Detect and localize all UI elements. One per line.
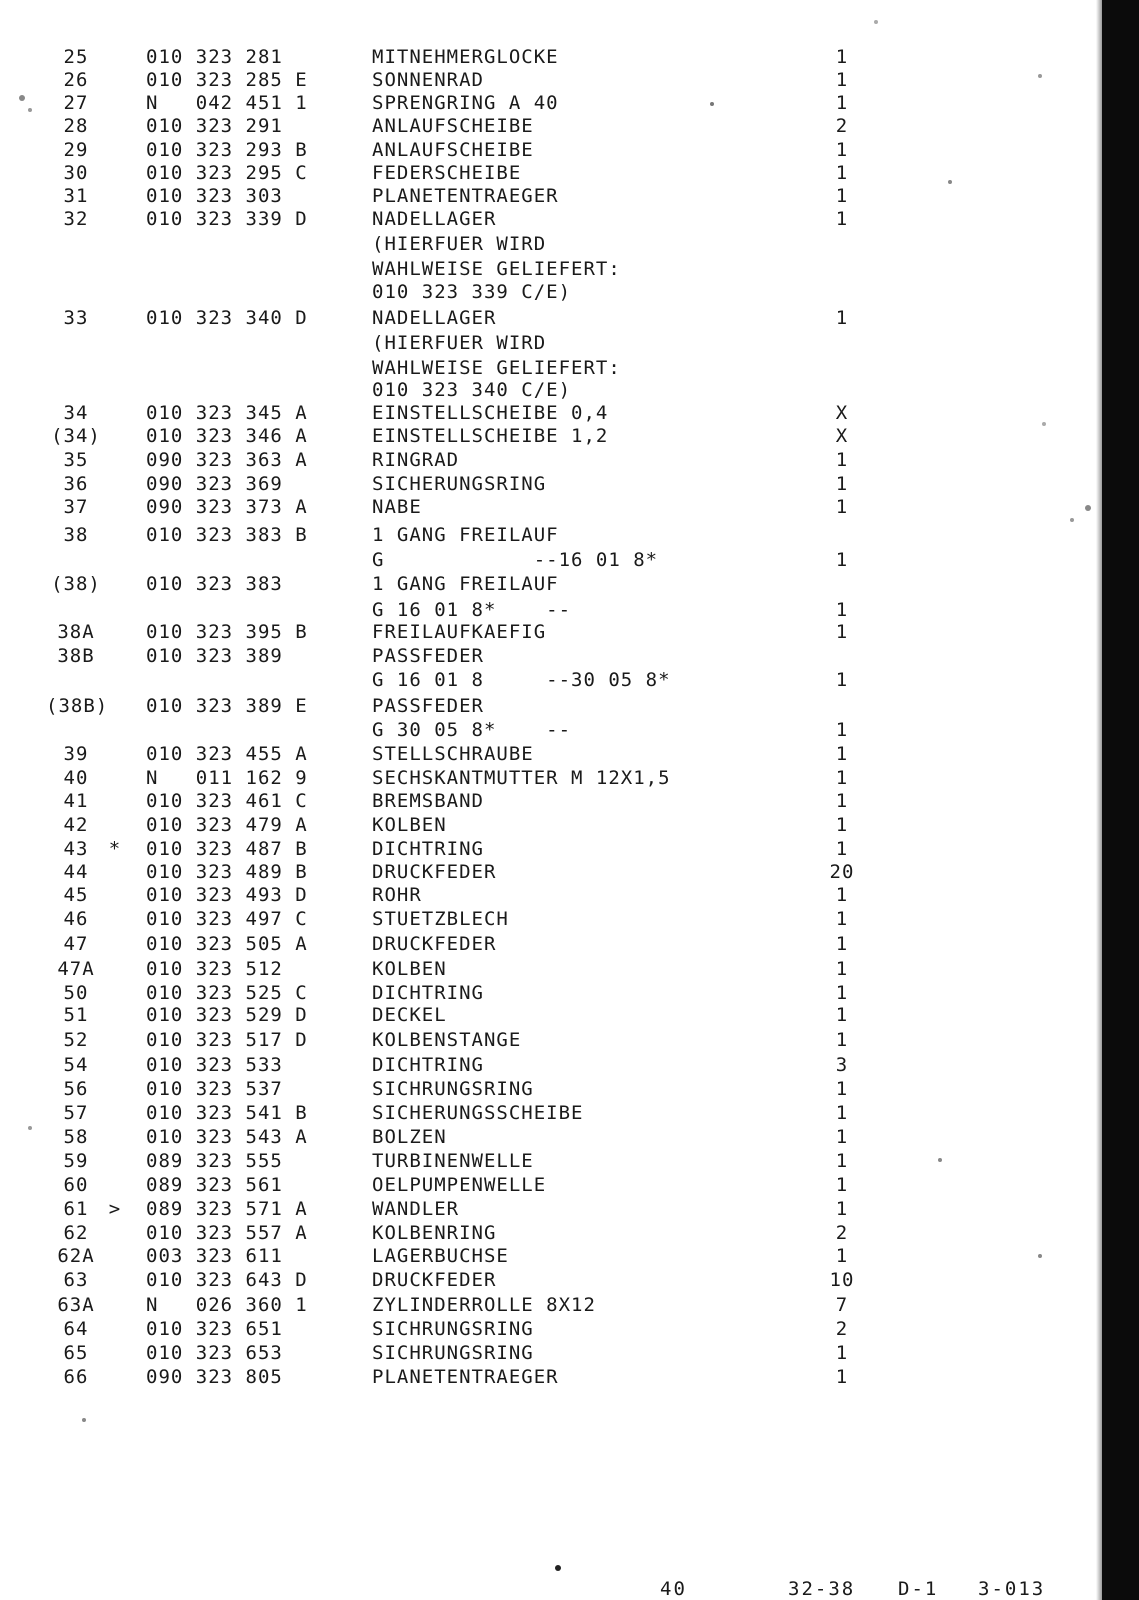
pos: 29: [63, 139, 89, 161]
part-number: 010 323 493 D: [146, 884, 308, 906]
description: DRUCKFEDER: [372, 861, 497, 883]
quantity: 1: [835, 449, 849, 471]
quantity: 1: [835, 473, 849, 495]
part-number: 010 323 497 C: [146, 908, 308, 930]
part-number: 010 323 303: [146, 185, 283, 207]
quantity: 1: [835, 814, 849, 836]
footer-code-1: 40: [660, 1578, 687, 1600]
pos: 60: [63, 1174, 89, 1196]
part-number: 010 323 533: [146, 1054, 283, 1076]
footer-code-3: D-1: [898, 1578, 939, 1600]
quantity: 7: [835, 1294, 849, 1316]
pos: 38B: [57, 645, 95, 667]
pos: 31: [63, 185, 89, 207]
part-number: 010 323 291: [146, 115, 283, 137]
pos: 44: [63, 861, 89, 883]
pos: (38B): [46, 695, 109, 717]
part-number: 010 323 295 C: [146, 162, 308, 184]
part-number: 010 323 383 B: [146, 524, 308, 546]
description: SICHRUNGSRING: [372, 1342, 534, 1364]
quantity: 1: [835, 1102, 849, 1124]
pos: 37: [63, 496, 89, 518]
description: SICHERUNGSRING: [372, 473, 547, 495]
part-number: 010 323 651: [146, 1318, 283, 1340]
quantity: 2: [835, 1318, 849, 1340]
pos: 61: [63, 1198, 89, 1220]
page-footer: [660, 1578, 1080, 1600]
quantity: 1: [835, 1078, 849, 1100]
part-number: 010 323 557 A: [146, 1222, 308, 1244]
quantity: 10: [829, 1269, 855, 1291]
part-number: 010 323 543 A: [146, 1126, 308, 1148]
description: G 30 05 8* --: [372, 719, 572, 741]
quantity: 1: [835, 1150, 849, 1172]
description: ROHR: [372, 884, 422, 906]
description: SONNENRAD: [372, 69, 484, 91]
quantity: 1: [835, 838, 849, 860]
quantity: 2: [835, 1222, 849, 1244]
quantity: 1: [835, 139, 849, 161]
pos: 47A: [57, 958, 95, 980]
description: 010 323 339 C/E): [372, 281, 572, 303]
description: NADELLAGER: [372, 307, 497, 329]
pos: 28: [63, 115, 89, 137]
part-number: 010 323 525 C: [146, 982, 308, 1004]
pos: 38: [63, 524, 89, 546]
part-number: 089 323 555: [146, 1150, 283, 1172]
quantity: 1: [835, 46, 849, 68]
quantity: 1: [835, 1366, 849, 1388]
quantity: 1: [835, 1245, 849, 1267]
description: DRUCKFEDER: [372, 1269, 497, 1291]
quantity: 1: [835, 162, 849, 184]
description: FEDERSCHEIBE: [372, 162, 522, 184]
description: (HIERFUER WIRD: [372, 332, 547, 354]
quantity: 1: [835, 1342, 849, 1364]
quantity: 1: [835, 1174, 849, 1196]
quantity: 1: [835, 69, 849, 91]
part-number: 010 323 479 A: [146, 814, 308, 836]
pos: 51: [63, 1004, 89, 1026]
pos: (34): [51, 425, 101, 447]
description: 1 GANG FREILAUF: [372, 573, 559, 595]
part-number: 010 323 461 C: [146, 790, 308, 812]
description: G --16 01 8*: [372, 549, 659, 571]
part-number: 010 323 339 D: [146, 208, 308, 230]
description: WANDLER: [372, 1198, 460, 1220]
part-number: 010 323 389 E: [146, 695, 308, 717]
description: KOLBENSTANGE: [372, 1029, 522, 1051]
pos: 36: [63, 473, 89, 495]
footer-code-4: 3-013: [978, 1578, 1046, 1600]
scan-edge: [1102, 0, 1139, 1600]
pos: 62: [63, 1222, 89, 1244]
part-number: 010 323 489 B: [146, 861, 308, 883]
quantity: 1: [835, 549, 849, 571]
quantity: 1: [835, 1029, 849, 1051]
part-number: 010 323 285 E: [146, 69, 308, 91]
quantity: 1: [835, 208, 849, 230]
quantity: 1: [835, 185, 849, 207]
part-number: N 011 162 9: [146, 767, 308, 789]
quantity: 1: [835, 982, 849, 1004]
description: DICHTRING: [372, 1054, 484, 1076]
description: 1 GANG FREILAUF: [372, 524, 559, 546]
description: EINSTELLSCHEIBE 1,2: [372, 425, 609, 447]
description: ANLAUFSCHEIBE: [372, 115, 534, 137]
description: 010 323 340 C/E): [372, 379, 572, 401]
part-number: 090 323 805: [146, 1366, 283, 1388]
pos: (38): [51, 573, 101, 595]
quantity: 1: [835, 719, 849, 741]
quantity: 1: [835, 933, 849, 955]
description: RINGRAD: [372, 449, 460, 471]
part-number: 089 323 561: [146, 1174, 283, 1196]
description: EINSTELLSCHEIBE 0,4: [372, 402, 609, 424]
pos: 63A: [57, 1294, 95, 1316]
part-number: 010 323 281: [146, 46, 283, 68]
part-number: 090 323 373 A: [146, 496, 308, 518]
description: NADELLAGER: [372, 208, 497, 230]
part-number: 010 323 517 D: [146, 1029, 308, 1051]
pos: 58: [63, 1126, 89, 1148]
part-number: 010 323 340 D: [146, 307, 308, 329]
description: BREMSBAND: [372, 790, 484, 812]
part-number: 010 323 293 B: [146, 139, 308, 161]
pos: 43: [63, 838, 89, 860]
description: NABE: [372, 496, 422, 518]
description: WAHLWEISE GELIEFERT:: [372, 357, 621, 379]
pos: 33: [63, 307, 89, 329]
quantity: X: [835, 402, 849, 424]
description: DICHTRING: [372, 838, 484, 860]
description: SPRENGRING A 40: [372, 92, 559, 114]
pos: 38A: [57, 621, 95, 643]
pos: 35: [63, 449, 89, 471]
quantity: 20: [829, 861, 855, 883]
pos: 30: [63, 162, 89, 184]
quantity: 1: [835, 767, 849, 789]
pos: 39: [63, 743, 89, 765]
pos: 59: [63, 1150, 89, 1172]
part-number: 090 323 363 A: [146, 449, 308, 471]
description: LAGERBUCHSE: [372, 1245, 509, 1267]
pos: 57: [63, 1102, 89, 1124]
pos: 42: [63, 814, 89, 836]
part-number: 010 323 541 B: [146, 1102, 308, 1124]
description: KOLBENRING: [372, 1222, 497, 1244]
description: DICHTRING: [372, 982, 484, 1004]
quantity: 3: [835, 1054, 849, 1076]
pos: 26: [63, 69, 89, 91]
description: TURBINENWELLE: [372, 1150, 534, 1172]
part-number: N 026 360 1: [146, 1294, 308, 1316]
description: OELPUMPENWELLE: [372, 1174, 547, 1196]
part-number: 010 323 395 B: [146, 621, 308, 643]
pos: 45: [63, 884, 89, 906]
part-number: 010 323 653: [146, 1342, 283, 1364]
pos: 25: [63, 46, 89, 68]
quantity: 2: [835, 115, 849, 137]
part-number: 010 323 487 B: [146, 838, 308, 860]
pos: 32: [63, 208, 89, 230]
description: WAHLWEISE GELIEFERT:: [372, 258, 621, 280]
quantity: 1: [835, 92, 849, 114]
pos: 50: [63, 982, 89, 1004]
quantity: 1: [835, 599, 849, 621]
description: SICHERUNGSSCHEIBE: [372, 1102, 584, 1124]
footer-code-2: 32-38: [788, 1578, 856, 1600]
description: PLANETENTRAEGER: [372, 1366, 559, 1388]
pos: 52: [63, 1029, 89, 1051]
description: DECKEL: [372, 1004, 447, 1026]
mark: >: [108, 1198, 122, 1220]
pos: 66: [63, 1366, 89, 1388]
quantity: 1: [835, 958, 849, 980]
mark: *: [108, 838, 122, 860]
part-number: 003 323 611: [146, 1245, 283, 1267]
part-number: 010 323 537: [146, 1078, 283, 1100]
quantity: 1: [835, 1126, 849, 1148]
quantity: 1: [835, 1004, 849, 1026]
quantity: 1: [835, 307, 849, 329]
description: SECHSKANTMUTTER M 12X1,5: [372, 767, 671, 789]
part-number: 010 323 455 A: [146, 743, 308, 765]
part-number: 010 323 505 A: [146, 933, 308, 955]
pos: 63: [63, 1269, 89, 1291]
quantity: 1: [835, 1198, 849, 1220]
description: ZYLINDERROLLE 8X12: [372, 1294, 596, 1316]
pos: 47: [63, 933, 89, 955]
pos: 64: [63, 1318, 89, 1340]
part-number: 090 323 369: [146, 473, 283, 495]
description: FREILAUFKAEFIG: [372, 621, 547, 643]
quantity: 1: [835, 743, 849, 765]
part-number: 010 323 345 A: [146, 402, 308, 424]
pos: 56: [63, 1078, 89, 1100]
quantity: 1: [835, 621, 849, 643]
pos: 41: [63, 790, 89, 812]
description: PASSFEDER: [372, 645, 484, 667]
part-number: 089 323 571 A: [146, 1198, 308, 1220]
pos: 54: [63, 1054, 89, 1076]
part-number: 010 323 383: [146, 573, 283, 595]
quantity: 1: [835, 669, 849, 691]
description: PASSFEDER: [372, 695, 484, 717]
part-number: 010 323 529 D: [146, 1004, 308, 1026]
description: PLANETENTRAEGER: [372, 185, 559, 207]
pos: 34: [63, 402, 89, 424]
quantity: 1: [835, 908, 849, 930]
part-number: 010 323 389: [146, 645, 283, 667]
quantity: 1: [835, 496, 849, 518]
description: (HIERFUER WIRD: [372, 233, 547, 255]
description: STELLSCHRAUBE: [372, 743, 534, 765]
description: DRUCKFEDER: [372, 933, 497, 955]
description: G 16 01 8 --30 05 8*: [372, 669, 671, 691]
part-number: 010 323 346 A: [146, 425, 308, 447]
quantity: 1: [835, 790, 849, 812]
pos: 65: [63, 1342, 89, 1364]
description: KOLBEN: [372, 958, 447, 980]
description: SICHRUNGSRING: [372, 1318, 534, 1340]
description: MITNEHMERGLOCKE: [372, 46, 559, 68]
quantity: X: [835, 425, 849, 447]
pos: 27: [63, 92, 89, 114]
description: BOLZEN: [372, 1126, 447, 1148]
pos: 62A: [57, 1245, 95, 1267]
description: KOLBEN: [372, 814, 447, 836]
part-number: 010 323 512: [146, 958, 283, 980]
description: STUETZBLECH: [372, 908, 509, 930]
pos: 46: [63, 908, 89, 930]
description: G 16 01 8* --: [372, 599, 572, 621]
description: ANLAUFSCHEIBE: [372, 139, 534, 161]
pos: 40: [63, 767, 89, 789]
description: SICHRUNGSRING: [372, 1078, 534, 1100]
part-number: N 042 451 1: [146, 92, 308, 114]
part-number: 010 323 643 D: [146, 1269, 308, 1291]
quantity: 1: [835, 884, 849, 906]
